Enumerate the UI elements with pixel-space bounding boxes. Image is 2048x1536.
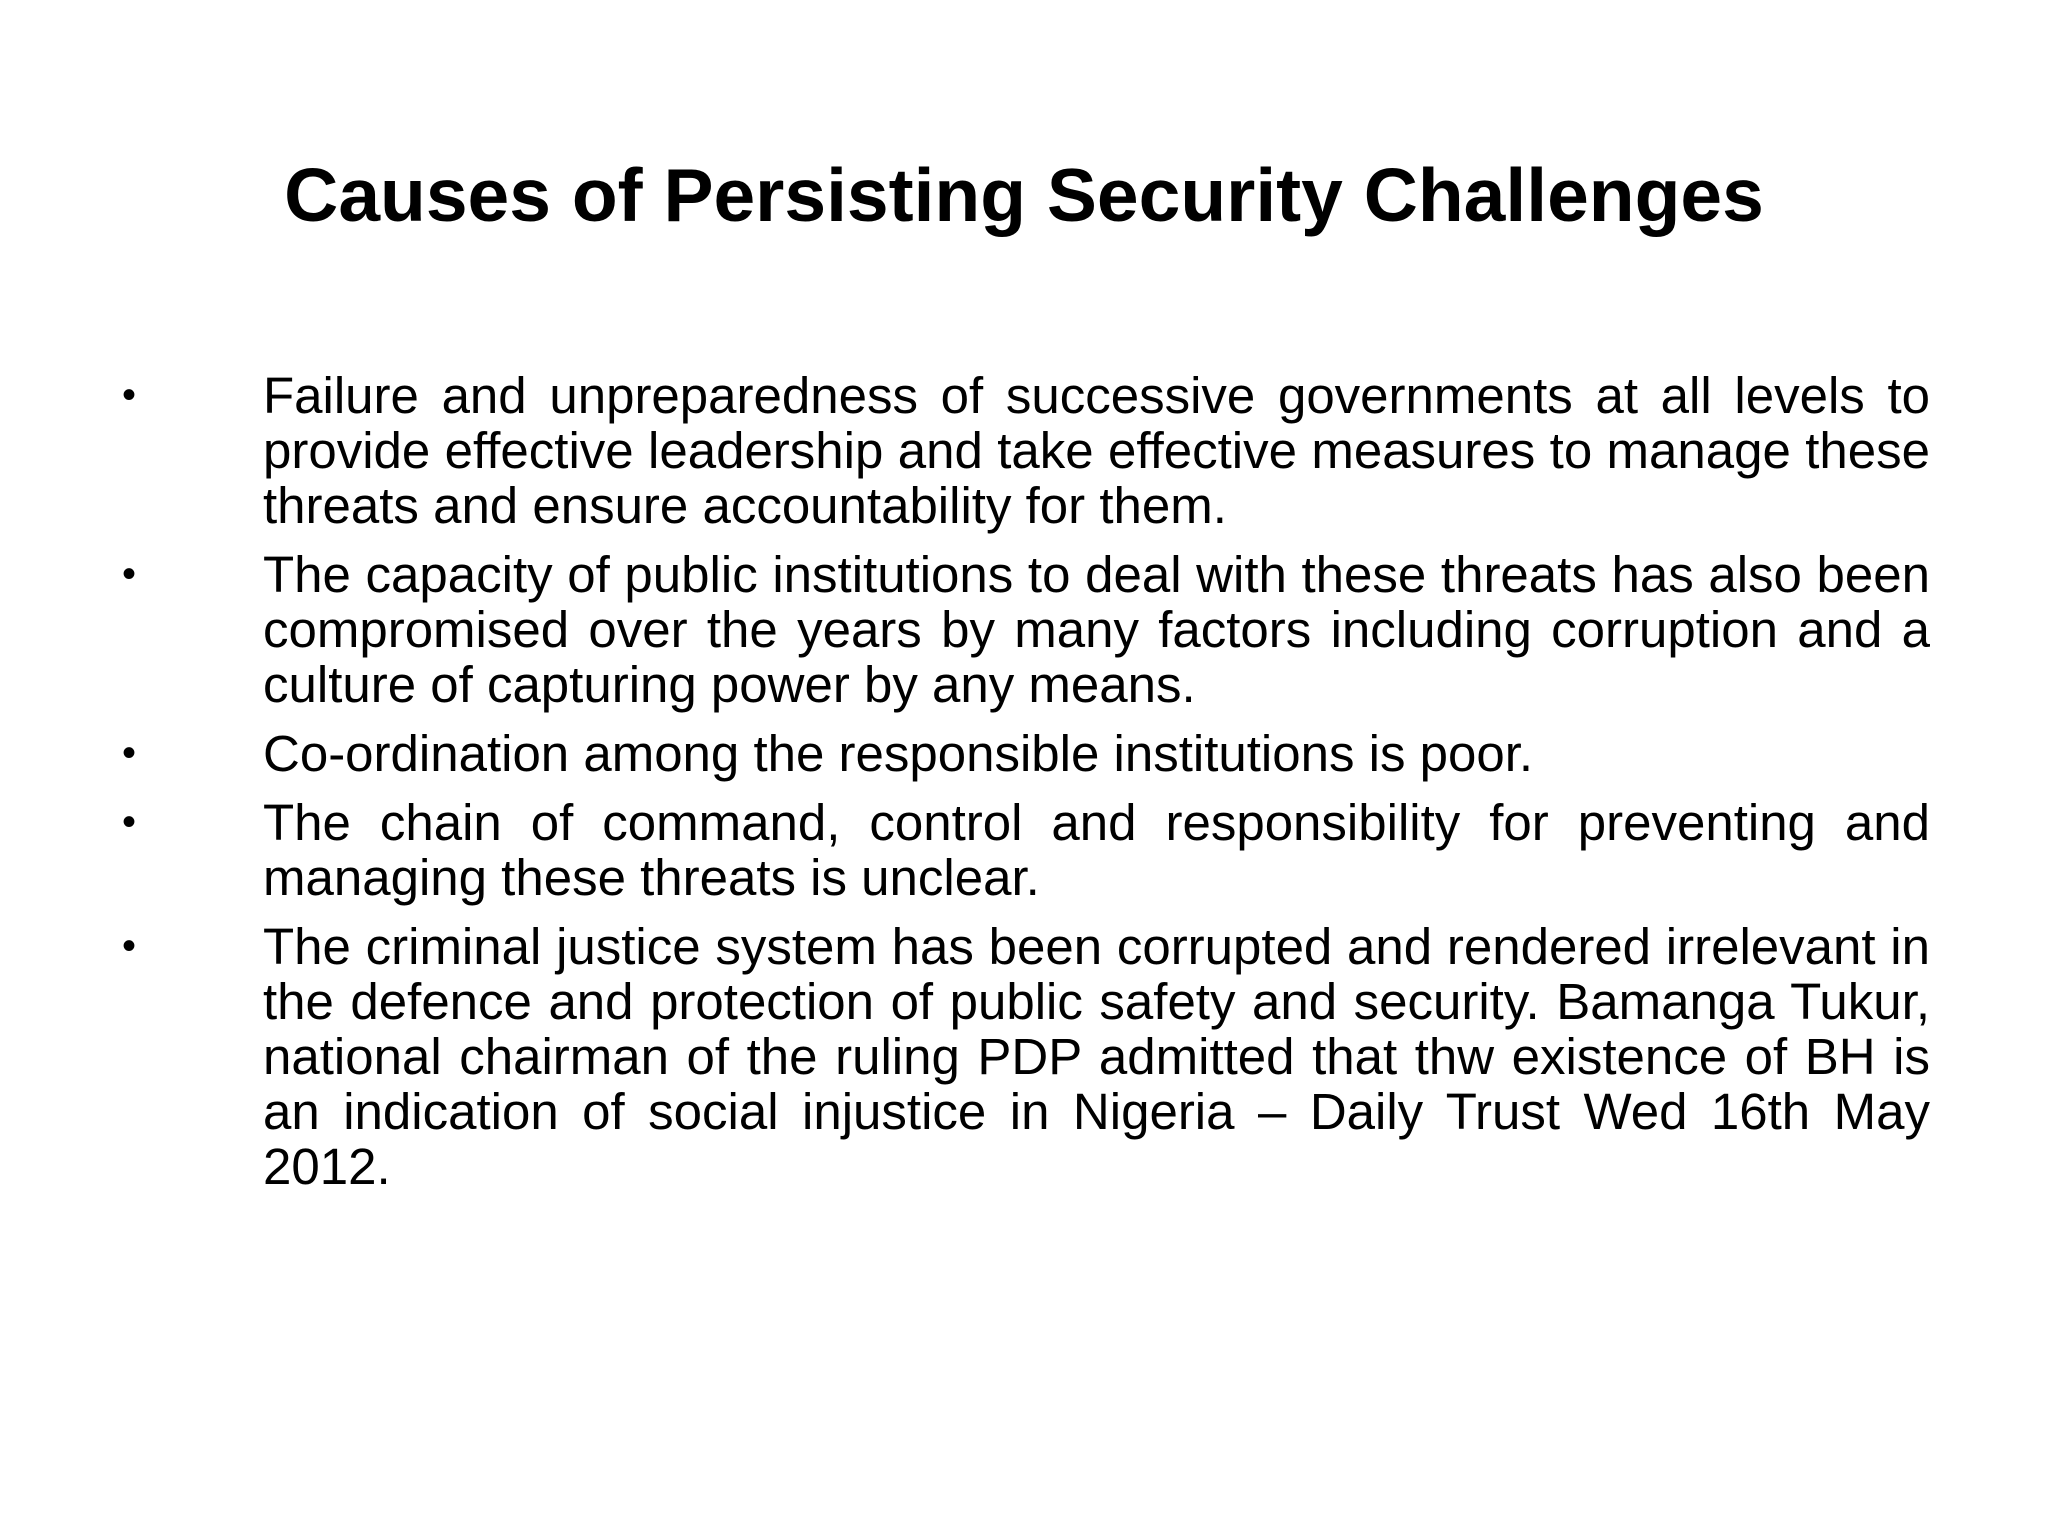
bullet-text: The criminal justice system has been corrupted and rendered irrelevant in the defence and protection of public safety and security. Bamanga Tukur, national chairman of the ruling PDP admitted that thw existence of BH is an indication of social injustice in Nigeria – Daily Trust Wed 16th May 2012. <box>263 918 1930 1195</box>
bullet-item <box>0 726 2048 781</box>
bullet-text: The capacity of public institutions to deal with these threats has also been compromised over the years by many factors including corruption and a culture of capturing power by any means. <box>263 546 1930 713</box>
bullet-list <box>0 368 2048 1208</box>
bullet-text: The chain of command, control and responsibility for preventing and managing these threats is unclear. <box>263 794 1930 906</box>
bullet-item <box>0 547 2048 712</box>
bullet-dot-icon: • <box>122 552 137 596</box>
bullet-item <box>0 795 2048 905</box>
bullet-dot-icon: • <box>122 373 137 417</box>
bullet-item <box>0 368 2048 533</box>
bullet-text: Failure and unpreparedness of successive governments at all levels to provide effective leadership and take effective measures to manage these threats and ensure accountability for them. <box>263 367 1930 534</box>
bullet-dot-icon: • <box>122 924 137 968</box>
slide-title: Causes of Persisting Security Challenges <box>284 153 1764 237</box>
bullet-item <box>0 919 2048 1194</box>
bullet-text: Co-ordination among the responsible institutions is poor. <box>263 725 1534 782</box>
bullet-dot-icon: • <box>122 731 137 775</box>
bullet-dot-icon: • <box>122 800 137 844</box>
